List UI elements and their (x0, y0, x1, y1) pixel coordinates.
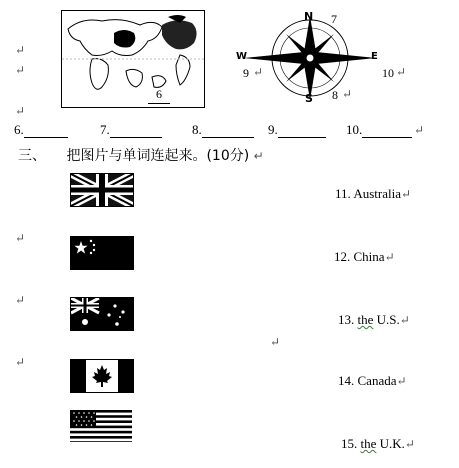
label-number: 11. (335, 186, 354, 201)
paragraph-mark: ↵ (404, 437, 415, 451)
label-number: 13. (338, 312, 358, 327)
blank-8[interactable] (192, 122, 254, 138)
paragraph-mark: ↵ (15, 104, 26, 118)
paragraph-mark: ↵ (15, 63, 26, 77)
label-number: 12. (334, 249, 354, 264)
label-number: 15. (341, 436, 361, 451)
blank-label: 7. (100, 122, 110, 137)
paragraph-mark: ↵ (400, 187, 412, 201)
paragraph-mark: ↵ (384, 250, 395, 264)
compass-south-letter: S (305, 92, 313, 105)
paragraph-mark: ↵ (15, 355, 26, 369)
map-label-line (148, 103, 170, 104)
paragraph-mark: ↵ (396, 65, 407, 79)
paragraph-mark: ↵ (15, 43, 26, 57)
compass-label-9: 9 (243, 66, 249, 80)
compass-north-letter: N (304, 10, 314, 23)
label-australia (335, 186, 411, 202)
canada-flag-icon[interactable] (70, 359, 134, 393)
label-article: the (357, 312, 374, 327)
blank-6[interactable] (14, 122, 68, 138)
label-word: Australia (353, 186, 401, 201)
section-instruction: 把图片与单词连起来。(10分) (66, 148, 250, 164)
blank-10[interactable] (346, 122, 412, 138)
china-flag-icon[interactable] (70, 236, 134, 270)
blank-label: 6. (14, 122, 24, 137)
blank-line (24, 125, 68, 138)
label-china (334, 249, 395, 265)
usa-flag-icon[interactable] (70, 410, 132, 442)
blank-7[interactable] (100, 122, 162, 138)
blank-9[interactable] (268, 122, 326, 138)
paragraph-mark: ↵ (253, 149, 264, 163)
label-the-uk (341, 436, 415, 452)
paragraph-mark: ↵ (396, 374, 407, 388)
paragraph-mark: ↵ (253, 65, 264, 79)
world-map-image (61, 10, 205, 108)
section-heading (18, 145, 264, 165)
label-word: U.S. (373, 312, 400, 327)
compass-image (232, 10, 387, 102)
blank-line (278, 125, 326, 138)
compass-label-8: 8 (332, 88, 338, 102)
compass-rose-drawing (232, 10, 387, 102)
blank-label: 9. (268, 122, 278, 137)
paragraph-mark: ↵ (15, 293, 26, 307)
australia-flag-icon[interactable] (70, 297, 134, 331)
label-the-us (338, 312, 410, 328)
compass-east-letter: E (371, 51, 378, 62)
map-label-6: 6 (156, 87, 162, 101)
compass-west-letter: W (236, 51, 248, 62)
label-word: China (353, 249, 385, 264)
paragraph-mark: ↵ (414, 123, 425, 137)
paragraph-mark: ↵ (399, 313, 410, 327)
paragraph-mark: ↵ (15, 231, 26, 245)
blank-line (202, 125, 254, 138)
answer-blanks-row (14, 122, 454, 140)
label-word: Canada (357, 373, 397, 388)
paragraph-mark: ↵ (342, 87, 353, 101)
label-article: the (360, 436, 377, 451)
blank-label: 10. (346, 122, 363, 137)
compass-label-10: 10 (382, 66, 394, 80)
label-canada (338, 373, 407, 389)
section-number: 三、 (18, 148, 46, 164)
blank-line (110, 125, 162, 138)
blank-label: 8. (192, 122, 202, 137)
world-map-drawing (62, 11, 204, 107)
uk-flag-icon[interactable] (70, 173, 134, 207)
compass-label-7: 7 (331, 12, 337, 26)
label-number: 14. (338, 373, 358, 388)
paragraph-mark: ↵ (270, 335, 281, 349)
label-word: U.K. (376, 436, 405, 451)
blank-line (362, 125, 412, 138)
